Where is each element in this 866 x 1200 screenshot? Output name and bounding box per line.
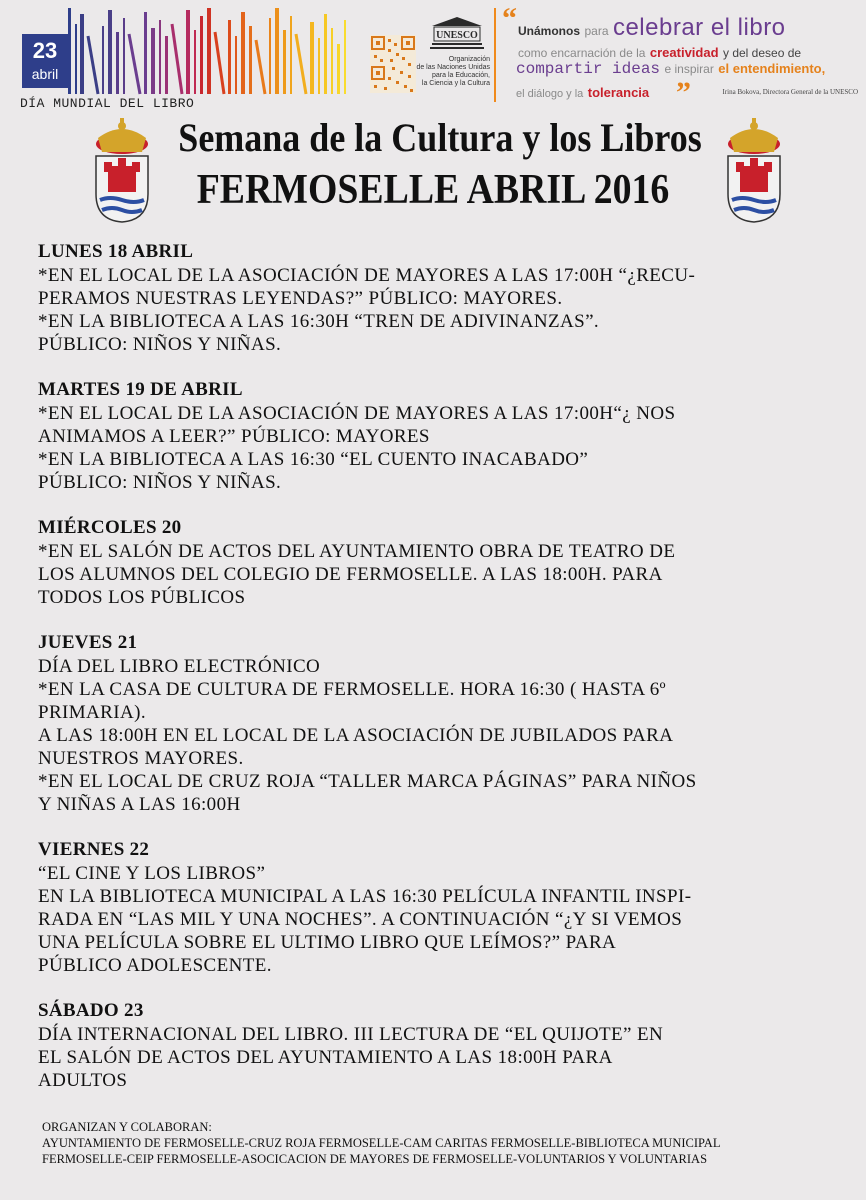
event-line: EL SALÓN DE ACTOS DEL AYUNTAMIENTO A LAS 18:00H PARA	[38, 1047, 613, 1068]
event-program	[38, 240, 838, 1114]
unesco-line: para la Educación,	[432, 72, 490, 79]
event-line: LOS ALUMNOS DEL COLEGIO DE FERMOSELLE. A LAS 18:00H. PARA	[38, 564, 663, 585]
event-line: Y NIÑAS A LAS 16:00H	[38, 794, 241, 815]
date-badge	[22, 34, 68, 88]
event-line: *EN EL LOCAL DE LA ASOCIACIÓN DE MAYORES A LAS 17:00H“¿ NOS	[38, 403, 676, 424]
unesco-logo-text: UNESCO	[436, 30, 478, 41]
day-section-thursday	[38, 631, 838, 816]
event-line: ADULTOS	[38, 1070, 128, 1091]
organizers-line: AYUNTAMIENTO DE FERMOSELLE-CRUZ ROJA FERMOSELLE-CAM CARITAS FERMOSELLE-BIBLIOTECA MUNICIPAL	[42, 1136, 721, 1150]
open-quote-icon: “	[502, 2, 517, 35]
event-line: ANIMAMOS A LEER?” PÚBLICO: MAYORES	[38, 426, 430, 447]
event-line: DÍA INTERNACIONAL DEL LIBRO. III LECTURA DE “EL QUIJOTE” EN	[38, 1024, 664, 1045]
event-line: EN LA BIBLIOTECA MUNICIPAL A LAS 16:30 PELÍCULA INFANTIL INSPI-	[38, 886, 692, 907]
event-line: PÚBLICO ADOLESCENTE.	[38, 955, 272, 976]
qr-code-icon	[370, 35, 416, 93]
quote-highlight: creatividad	[649, 45, 719, 60]
event-line: TODOS LOS PÚBLICOS	[38, 587, 246, 608]
organizers-line: FERMOSELLE-CEIP FERMOSELLE-ASOCICACION DE MAYORES DE FERMOSELLE-VOLUNTARIOS Y VOLUNTARIAS	[42, 1152, 708, 1166]
event-line: *EN LA BIBLIOTECA A LAS 16:30 “EL CUENTO INACABADO”	[38, 449, 589, 470]
event-line: RADA EN “LAS MIL Y UNA NOCHES”. A CONTINUACIÓN “¿Y SI VEMOS	[38, 909, 683, 930]
quote-attribution: Irina Bokova, Directora General de la UNESCO	[722, 88, 858, 96]
event-line: A LAS 18:00H EN EL LOCAL DE LA ASOCIACIÓN DE JUBILADOS PARA	[38, 725, 674, 746]
quote-word: como encarnación de la	[518, 46, 646, 60]
day-section-friday	[38, 838, 838, 977]
day-title: MIÉRCOLES 20	[38, 517, 182, 538]
unesco-line: la Ciencia y la Cultura	[421, 80, 490, 87]
day-title: SÁBADO 23	[38, 1000, 144, 1021]
day-title: JUEVES 21	[38, 632, 138, 653]
unesco-temple-icon	[430, 16, 484, 54]
event-line: UNA PELÍCULA SOBRE EL ULTIMO LIBRO QUE LEÍMOS?” PARA	[38, 932, 617, 953]
quote-highlight: tolerancia	[587, 85, 650, 100]
quote-highlight: el entendimiento,	[718, 61, 826, 76]
unesco-organization-text	[412, 56, 490, 88]
quote-word: para	[584, 24, 609, 38]
top-banner	[0, 0, 866, 115]
day-title: LUNES 18 ABRIL	[38, 241, 194, 262]
quote-word: e inspirar	[664, 62, 714, 76]
day-title: MARTES 19 DE ABRIL	[38, 379, 243, 400]
event-line: “EL CINE Y LOS LIBROS”	[38, 863, 266, 884]
quote-word: Unámonos	[518, 24, 581, 38]
event-line: PRIMARIA).	[38, 702, 146, 723]
event-line: PÚBLICO: NIÑOS Y NIÑAS.	[38, 334, 282, 355]
unesco-line: Organización	[448, 56, 490, 63]
event-line: NUESTROS MAYORES.	[38, 748, 244, 769]
day-section-saturday	[38, 999, 838, 1092]
book-spines-icon	[66, 6, 366, 96]
organizers-heading: ORGANIZAN Y COLABORAN:	[42, 1120, 212, 1134]
page-title: Semana de la Cultura y los Libros	[178, 115, 702, 160]
event-line: PERAMOS NUESTRAS LEYENDAS?” PÚBLICO: MAYORES.	[38, 288, 563, 309]
date-month: abril	[31, 66, 59, 82]
day-title: VIERNES 22	[38, 839, 150, 860]
page-subtitle: FERMOSELLE ABRIL 2016	[196, 167, 670, 213]
banner-divider	[494, 8, 496, 102]
event-line: PÚBLICO: NIÑOS Y NIÑAS.	[38, 472, 282, 493]
quote-word: y del deseo de	[722, 46, 802, 60]
close-quote-icon: ”	[676, 76, 691, 109]
world-book-day-label: DÍA MUNDIAL DEL LIBRO	[20, 96, 195, 111]
date-number: 23	[32, 38, 58, 63]
event-line: *EN LA BIBLIOTECA A LAS 16:30H “TREN DE ADIVINANZAS”.	[38, 311, 600, 332]
quote-word: el diálogo y la	[516, 88, 584, 100]
day-section-wednesday	[38, 516, 838, 609]
event-line: *EN LA CASA DE CULTURA DE FERMOSELLE. HORA 16:30 ( HASTA 6º	[38, 679, 666, 700]
day-section-monday	[38, 240, 838, 356]
quote-highlight: compartir ideas	[516, 60, 661, 78]
event-line: *EN EL SALÓN DE ACTOS DEL AYUNTAMIENTO OBRA DE TEATRO DE	[38, 541, 676, 562]
quote-highlight: celebrar el libro	[612, 14, 786, 41]
unesco-quote	[500, 2, 860, 109]
event-line: *EN EL LOCAL DE CRUZ ROJA “TALLER MARCA PÁGINAS” PARA NIÑOS	[38, 771, 697, 792]
day-section-tuesday	[38, 378, 838, 494]
event-line: DÍA DEL LIBRO ELECTRÓNICO	[38, 656, 321, 677]
unesco-line: de las Naciones Unidas	[416, 64, 490, 71]
coat-of-arms-icon	[90, 116, 154, 226]
coat-of-arms-icon	[722, 116, 786, 226]
organizers-footer	[42, 1119, 852, 1167]
event-line: *EN EL LOCAL DE LA ASOCIACIÓN DE MAYORES A LAS 17:00H “¿RECU-	[38, 265, 696, 286]
